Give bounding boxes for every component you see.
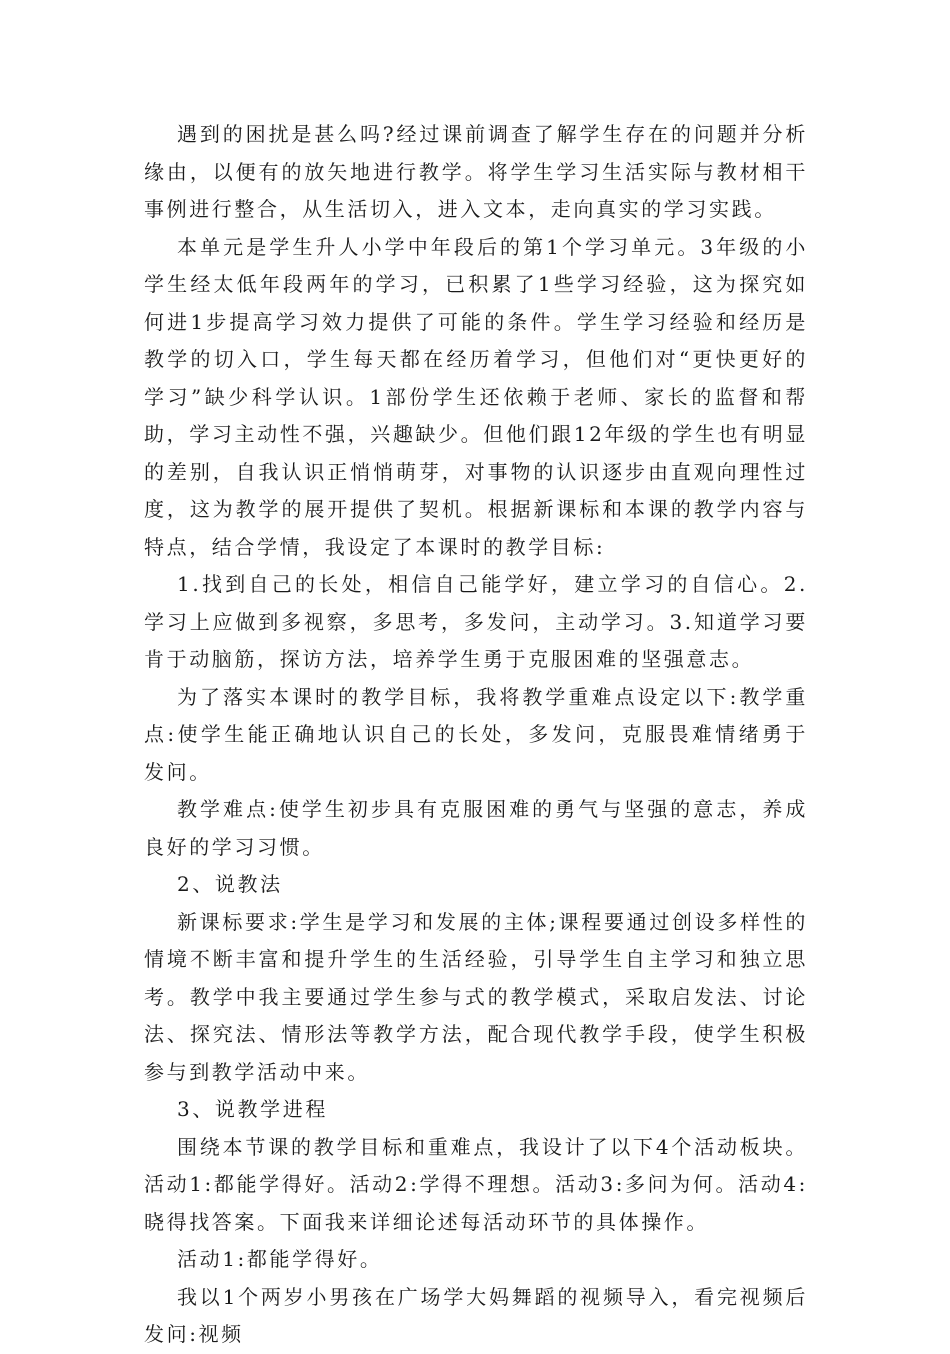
section-heading-teaching-method: 2、说教法: [177, 872, 283, 896]
paragraph-key-points: 为了落实本课时的教学目标，我将教学重难点设定以下:教学重点:使学生能正确地认识自己的长处，多发问，克服畏难情绪勇于发问。: [144, 684, 808, 784]
paragraph-intro-continuation: 遇到的困扰是甚么吗?经过课前调查了解学生存在的问题并分析缘由，以便有的放矢地进行教学。将学生学习生活实际与教材相干事例进行整合，从生活切入，进入文本，走向真实的学习实践。: [144, 122, 808, 221]
paragraph-activity-overview: 围绕本节课的教学目标和重难点，我设计了以下4个活动板块。活动1:都能学得好。活动2:学得不理想。活动3:多问为何。活动4:晓得找答案。下面我来详细论述每活动环节的具体操作。: [144, 1134, 808, 1234]
paragraph-difficult-points: 教学难点:使学生初步具有克服困难的勇气与坚强的意志，养成良好的学习习惯。: [144, 797, 808, 859]
document-page: [144, 116, 808, 1354]
paragraph-teaching-goals: 1.找到自己的长处，相信自己能学好，建立学习的自信心。2.学习上应做到多视察，多思考，多发问，主动学习。3.知道学习要肯于动脑筋，探访方法，培养学生勇于克服困难的坚强意志。: [144, 572, 808, 671]
paragraph-unit-analysis: 本单元是学生升人小学中年段后的第1个学习单元。3年级的小学生经太低年段两年的学习，已积累了1些学习经验，这为探究如何进1步提高学习效力提供了可能的条件。学生学习经验和经历是教学的切入口，学生每天都在经历着学习，但他们对“更快更好的学习”缺少科学认识。1部份学生还依赖于老师、家长的监督和帮助，学习主动性不强，兴趣缺少。但他们跟12年级的学生也有明显的差别，自我认识正悄悄萌芽，对事物的认识逐步由直观向理性过度，这为教学的展开提供了契机。根据新课标和本课的教学内容与特点，结合学情，我设定了本课时的教学目标:: [144, 234, 808, 559]
paragraph-activity-1-detail: 我以1个两岁小男孩在广场学大妈舞蹈的视频导入，看完视频后发问:视频: [144, 1284, 808, 1346]
paragraph-teaching-method: 新课标要求:学生是学习和发展的主体;课程要通过创设多样性的情境不断丰富和提升学生的生活经验，引导学生自主学习和独立思考。教学中我主要通过学生参与式的教学模式，采取启发法、讨论法、探究法、情形法等教学方法，配合现代教学手段，使学生积极参与到教学活动中来。: [144, 909, 808, 1084]
section-heading-teaching-process: 3、说教学进程: [177, 1097, 328, 1121]
subheading-activity-1: 活动1:都能学得好。: [177, 1247, 383, 1271]
